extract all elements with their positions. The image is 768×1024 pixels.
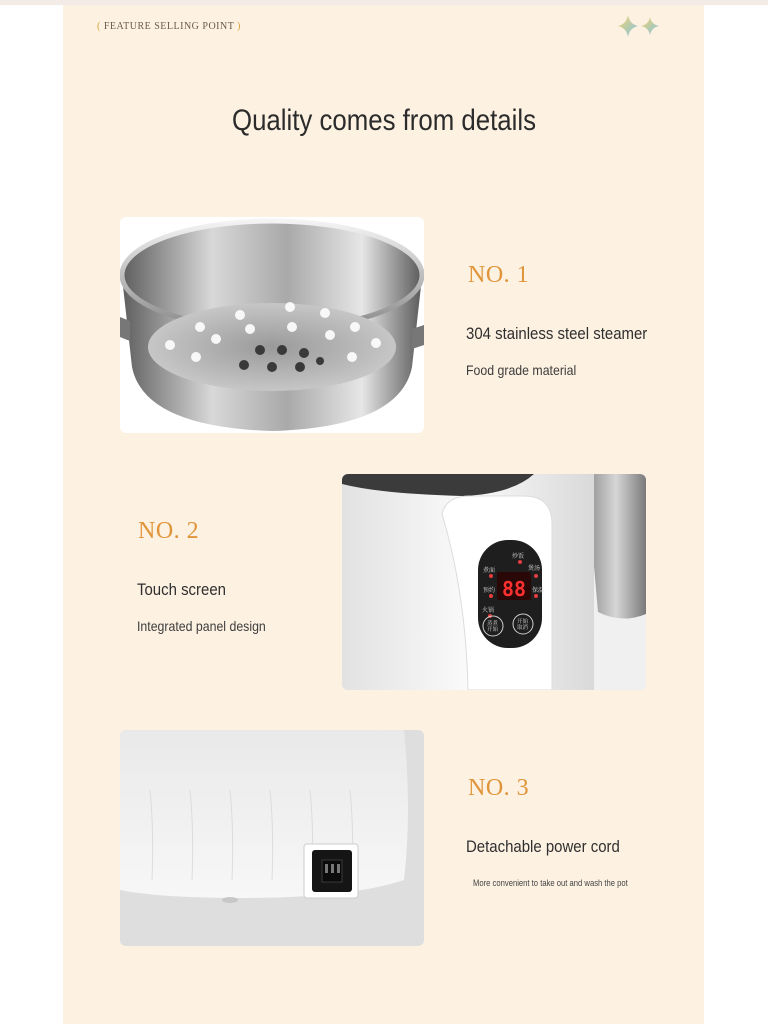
page-heading: Quality comes from details bbox=[232, 104, 536, 137]
tag-open-bracket: ( bbox=[97, 21, 101, 32]
feature-3-number: NO. 3 bbox=[468, 775, 530, 801]
svg-text:炒饭: 炒饭 bbox=[512, 553, 525, 560]
svg-text:火锅: 火锅 bbox=[482, 607, 495, 614]
section-tag bbox=[97, 21, 241, 32]
feature-2-subtitle: Integrated panel design bbox=[137, 618, 266, 634]
svg-text:预约: 预约 bbox=[483, 587, 496, 594]
power-socket-photo bbox=[120, 730, 424, 946]
svg-text:煮面: 煮面 bbox=[483, 567, 496, 574]
tag-text: FEATURE SELLING POINT bbox=[103, 21, 235, 32]
steamer-basket-photo bbox=[120, 217, 424, 433]
svg-text:取消: 取消 bbox=[517, 625, 529, 631]
feature-1-title: 304 stainless steel steamer bbox=[466, 324, 648, 343]
svg-text:开始: 开始 bbox=[487, 627, 499, 633]
feature-2-title: Touch screen bbox=[137, 580, 226, 599]
feature-1-subtitle: Food grade material bbox=[466, 362, 577, 378]
control-panel-photo bbox=[342, 474, 646, 690]
tag-close-bracket: ) bbox=[237, 21, 242, 32]
sparkle-icon bbox=[616, 12, 664, 40]
feature-3-title: Detachable power cord bbox=[466, 837, 620, 856]
panel-display-digits: 88 bbox=[502, 577, 527, 601]
svg-text:煲汤: 煲汤 bbox=[528, 565, 541, 572]
feature-3-subtitle: More convenient to take out and wash the pot bbox=[473, 878, 628, 888]
svg-text:蒸煮: 蒸煮 bbox=[487, 621, 499, 627]
svg-text:保温: 保温 bbox=[532, 587, 545, 594]
feature-1-number: NO. 1 bbox=[468, 262, 530, 288]
svg-text:开始: 开始 bbox=[517, 619, 529, 625]
feature-2-number: NO. 2 bbox=[138, 518, 200, 544]
